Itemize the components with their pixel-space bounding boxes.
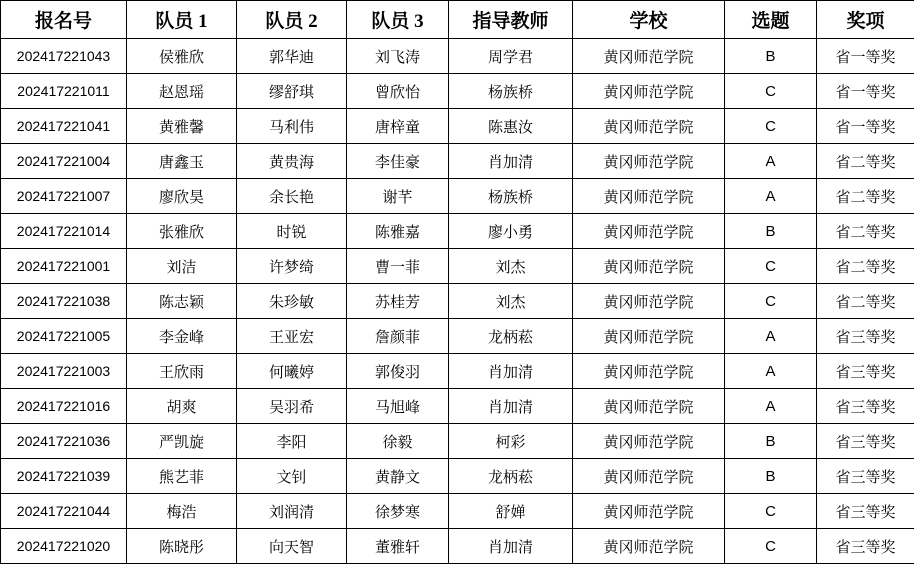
cell-school: 黄冈师范学院 <box>573 249 725 284</box>
cell-advisor: 杨族桥 <box>449 74 573 109</box>
cell-topic: A <box>725 389 817 424</box>
cell-award: 省三等奖 <box>817 354 914 389</box>
cell-member-3: 徐毅 <box>347 424 449 459</box>
cell-registration-number: 202417221043 <box>1 39 127 74</box>
table-row <box>1 319 914 354</box>
cell-member-1: 张雅欣 <box>127 214 237 249</box>
cell-member-1: 陈志颖 <box>127 284 237 319</box>
cell-award: 省三等奖 <box>817 529 914 564</box>
cell-award: 省三等奖 <box>817 494 914 529</box>
cell-school: 黄冈师范学院 <box>573 214 725 249</box>
cell-school: 黄冈师范学院 <box>573 319 725 354</box>
cell-topic: A <box>725 179 817 214</box>
cell-topic: C <box>725 74 817 109</box>
cell-registration-number: 202417221039 <box>1 459 127 494</box>
cell-registration-number: 202417221007 <box>1 179 127 214</box>
cell-award: 省三等奖 <box>817 459 914 494</box>
column-header-member-2: 队员 2 <box>237 1 347 39</box>
column-header-advisor: 指导教师 <box>449 1 573 39</box>
cell-registration-number: 202417221003 <box>1 354 127 389</box>
cell-registration-number: 202417221005 <box>1 319 127 354</box>
cell-award: 省三等奖 <box>817 389 914 424</box>
cell-member-2: 李阳 <box>237 424 347 459</box>
table-header-row <box>1 1 914 39</box>
column-header-school: 学校 <box>573 1 725 39</box>
cell-advisor: 肖加清 <box>449 389 573 424</box>
cell-registration-number: 202417221011 <box>1 74 127 109</box>
cell-member-3: 马旭峰 <box>347 389 449 424</box>
table-row <box>1 459 914 494</box>
cell-award: 省二等奖 <box>817 214 914 249</box>
cell-school: 黄冈师范学院 <box>573 74 725 109</box>
cell-member-1: 陈晓彤 <box>127 529 237 564</box>
cell-registration-number: 202417221016 <box>1 389 127 424</box>
cell-member-2: 吴羽希 <box>237 389 347 424</box>
cell-advisor: 杨族桥 <box>449 179 573 214</box>
cell-topic: B <box>725 214 817 249</box>
cell-registration-number: 202417221036 <box>1 424 127 459</box>
cell-registration-number: 202417221044 <box>1 494 127 529</box>
column-header-member-3: 队员 3 <box>347 1 449 39</box>
cell-award: 省二等奖 <box>817 179 914 214</box>
cell-advisor: 龙柄菘 <box>449 459 573 494</box>
cell-topic: A <box>725 319 817 354</box>
cell-member-3: 刘飞涛 <box>347 39 449 74</box>
cell-school: 黄冈师范学院 <box>573 179 725 214</box>
cell-registration-number: 202417221014 <box>1 214 127 249</box>
cell-registration-number: 202417221004 <box>1 144 127 179</box>
table-row <box>1 389 914 424</box>
cell-advisor: 柯彩 <box>449 424 573 459</box>
table-row <box>1 494 914 529</box>
cell-member-1: 侯雅欣 <box>127 39 237 74</box>
cell-advisor: 廖小勇 <box>449 214 573 249</box>
cell-member-2: 余长艳 <box>237 179 347 214</box>
cell-award: 省三等奖 <box>817 319 914 354</box>
cell-registration-number: 202417221041 <box>1 109 127 144</box>
cell-member-2: 马利伟 <box>237 109 347 144</box>
cell-award: 省一等奖 <box>817 39 914 74</box>
cell-registration-number: 202417221020 <box>1 529 127 564</box>
cell-advisor: 周学君 <box>449 39 573 74</box>
table-row <box>1 354 914 389</box>
cell-school: 黄冈师范学院 <box>573 354 725 389</box>
cell-school: 黄冈师范学院 <box>573 494 725 529</box>
cell-topic: B <box>725 39 817 74</box>
cell-member-3: 董雅轩 <box>347 529 449 564</box>
cell-member-2: 许梦绮 <box>237 249 347 284</box>
cell-topic: C <box>725 109 817 144</box>
cell-topic: C <box>725 249 817 284</box>
cell-member-3: 曾欣怡 <box>347 74 449 109</box>
cell-member-1: 熊艺菲 <box>127 459 237 494</box>
cell-registration-number: 202417221001 <box>1 249 127 284</box>
cell-award: 省二等奖 <box>817 284 914 319</box>
cell-award: 省一等奖 <box>817 109 914 144</box>
cell-member-3: 黄静文 <box>347 459 449 494</box>
cell-member-2: 刘润清 <box>237 494 347 529</box>
cell-school: 黄冈师范学院 <box>573 424 725 459</box>
cell-advisor: 刘杰 <box>449 284 573 319</box>
cell-member-1: 黄雅馨 <box>127 109 237 144</box>
cell-member-1: 李金峰 <box>127 319 237 354</box>
cell-member-1: 刘洁 <box>127 249 237 284</box>
table-row <box>1 214 914 249</box>
table-row <box>1 529 914 564</box>
cell-school: 黄冈师范学院 <box>573 389 725 424</box>
cell-school: 黄冈师范学院 <box>573 529 725 564</box>
cell-member-2: 郭华迪 <box>237 39 347 74</box>
cell-advisor: 舒婵 <box>449 494 573 529</box>
cell-member-2: 何曦婷 <box>237 354 347 389</box>
cell-member-2: 朱珍敏 <box>237 284 347 319</box>
cell-member-3: 郭俊羽 <box>347 354 449 389</box>
column-header-topic: 选题 <box>725 1 817 39</box>
cell-topic: A <box>725 144 817 179</box>
cell-topic: B <box>725 459 817 494</box>
cell-member-1: 唐鑫玉 <box>127 144 237 179</box>
column-header-registration-number: 报名号 <box>1 1 127 39</box>
cell-member-1: 严凯旋 <box>127 424 237 459</box>
table-row <box>1 424 914 459</box>
table-row <box>1 74 914 109</box>
cell-topic: C <box>725 529 817 564</box>
cell-member-2: 向天智 <box>237 529 347 564</box>
cell-member-1: 王欣雨 <box>127 354 237 389</box>
cell-school: 黄冈师范学院 <box>573 459 725 494</box>
cell-award: 省一等奖 <box>817 74 914 109</box>
cell-member-1: 胡爽 <box>127 389 237 424</box>
table-row <box>1 179 914 214</box>
cell-member-2: 时锐 <box>237 214 347 249</box>
cell-member-1: 梅浩 <box>127 494 237 529</box>
cell-advisor: 陈惠汝 <box>449 109 573 144</box>
cell-member-3: 唐梓童 <box>347 109 449 144</box>
table-row <box>1 144 914 179</box>
cell-member-3: 苏桂芳 <box>347 284 449 319</box>
table-row <box>1 109 914 144</box>
cell-advisor: 龙柄菘 <box>449 319 573 354</box>
cell-advisor: 刘杰 <box>449 249 573 284</box>
table-row <box>1 249 914 284</box>
cell-award: 省二等奖 <box>817 249 914 284</box>
cell-advisor: 肖加清 <box>449 144 573 179</box>
cell-topic: C <box>725 494 817 529</box>
cell-award: 省二等奖 <box>817 144 914 179</box>
cell-school: 黄冈师范学院 <box>573 109 725 144</box>
cell-school: 黄冈师范学院 <box>573 39 725 74</box>
column-header-member-1: 队员 1 <box>127 1 237 39</box>
table-row <box>1 284 914 319</box>
cell-advisor: 肖加清 <box>449 529 573 564</box>
cell-member-2: 缪舒琪 <box>237 74 347 109</box>
cell-member-3: 李佳豪 <box>347 144 449 179</box>
table-row <box>1 39 914 74</box>
cell-member-3: 谢芊 <box>347 179 449 214</box>
cell-member-3: 詹颜菲 <box>347 319 449 354</box>
cell-member-2: 黄贵海 <box>237 144 347 179</box>
cell-member-2: 王亚宏 <box>237 319 347 354</box>
cell-member-3: 陈雅嘉 <box>347 214 449 249</box>
cell-award: 省三等奖 <box>817 424 914 459</box>
cell-school: 黄冈师范学院 <box>573 144 725 179</box>
cell-topic: B <box>725 424 817 459</box>
cell-school: 黄冈师范学院 <box>573 284 725 319</box>
cell-member-1: 赵恩瑶 <box>127 74 237 109</box>
cell-topic: A <box>725 354 817 389</box>
cell-member-3: 曹一菲 <box>347 249 449 284</box>
cell-member-3: 徐梦寒 <box>347 494 449 529</box>
cell-topic: C <box>725 284 817 319</box>
column-header-award: 奖项 <box>817 1 914 39</box>
cell-member-2: 文钊 <box>237 459 347 494</box>
cell-advisor: 肖加清 <box>449 354 573 389</box>
cell-member-1: 廖欣昊 <box>127 179 237 214</box>
cell-registration-number: 202417221038 <box>1 284 127 319</box>
